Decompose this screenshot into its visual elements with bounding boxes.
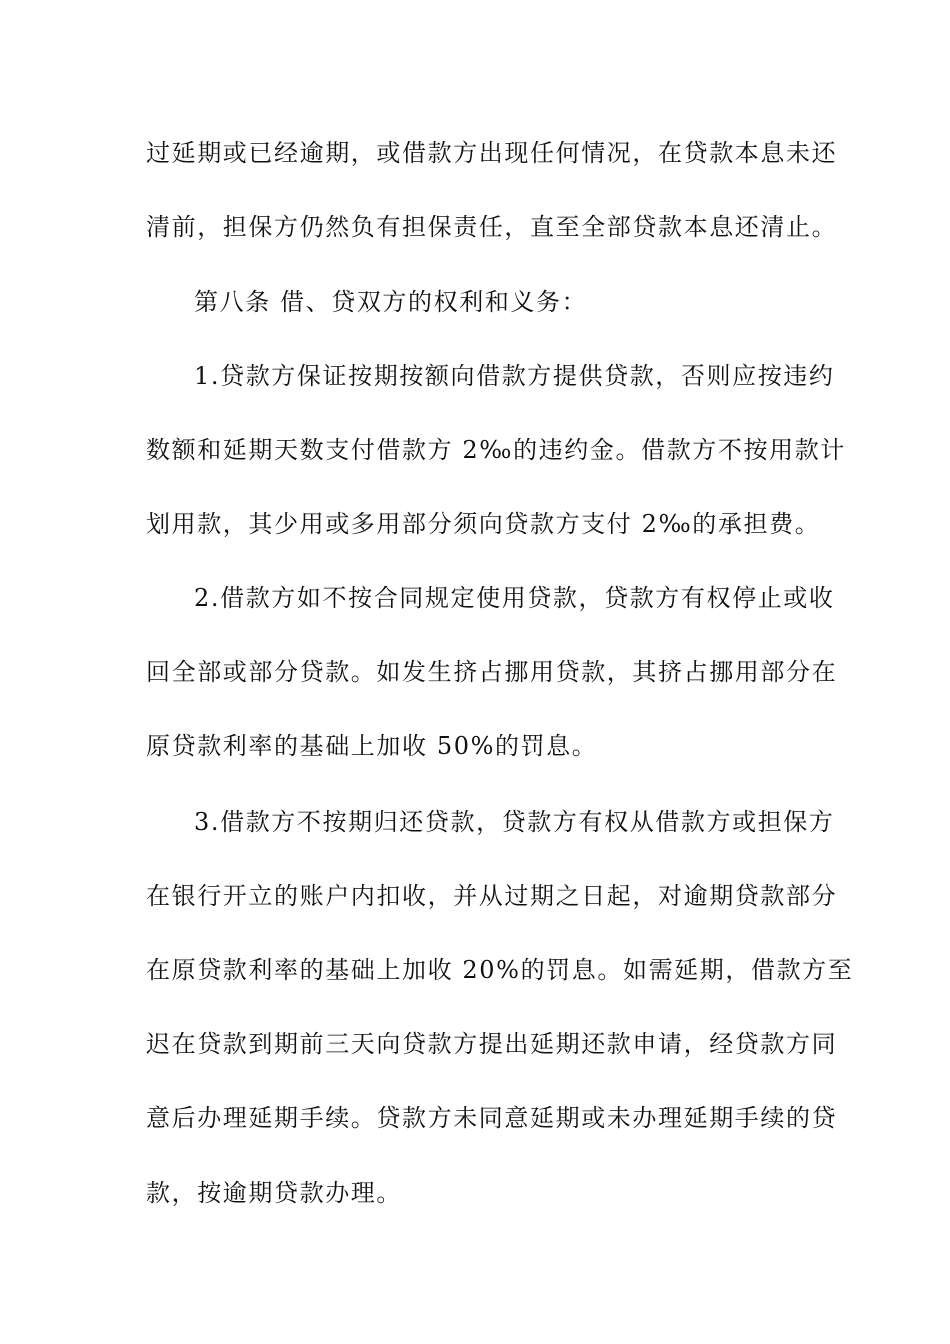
clause-1-line-2: 数额和延期天数支付借款方 2‰的违约金。借款方不按用款计 xyxy=(146,436,846,464)
clause-3-line-2: 在银行开立的账户内扣收，并从过期之日起，对逾期贷款部分 xyxy=(146,882,838,910)
clause-1-line-1: 1.贷款方保证按期按额向借款方提供贷款，否则应按违约 xyxy=(194,362,835,390)
clause-1-line-3: 划用款，其少用或多用部分须向贷款方支付 2‰的承担费。 xyxy=(146,510,821,538)
clause-3-line-3: 在原贷款利率的基础上加收 20%的罚息。如需延期，借款方至 xyxy=(146,956,854,984)
clause-3-line-1: 3.借款方不按期归还贷款，贷款方有权从借款方或担保方 xyxy=(194,808,835,836)
clause-3-line-5: 意后办理延期手续。贷款方未同意延期或未办理延期手续的贷 xyxy=(146,1104,838,1132)
clause-2-line-3: 原贷款利率的基础上加收 50%的罚息。 xyxy=(146,732,598,760)
article-heading: 第八条 借、贷双方的权利和义务： xyxy=(194,288,588,316)
clause-3-line-4: 迟在贷款到期前三天向贷款方提出延期还款申请，经贷款方同 xyxy=(146,1030,838,1058)
text-line-1: 过延期或已经逾期，或借款方出现任何情况，在贷款本息未还 xyxy=(146,139,838,167)
clause-3-line-6: 款，按逾期贷款办理。 xyxy=(146,1179,402,1207)
clause-2-line-2: 回全部或部分贷款。如发生挤占挪用贷款，其挤占挪用部分在 xyxy=(146,658,838,686)
text-line-2: 清前，担保方仍然负有担保责任，直至全部贷款本息还清止。 xyxy=(146,213,838,241)
clause-2-line-1: 2.借款方如不按合同规定使用贷款，贷款方有权停止或收 xyxy=(194,584,835,612)
